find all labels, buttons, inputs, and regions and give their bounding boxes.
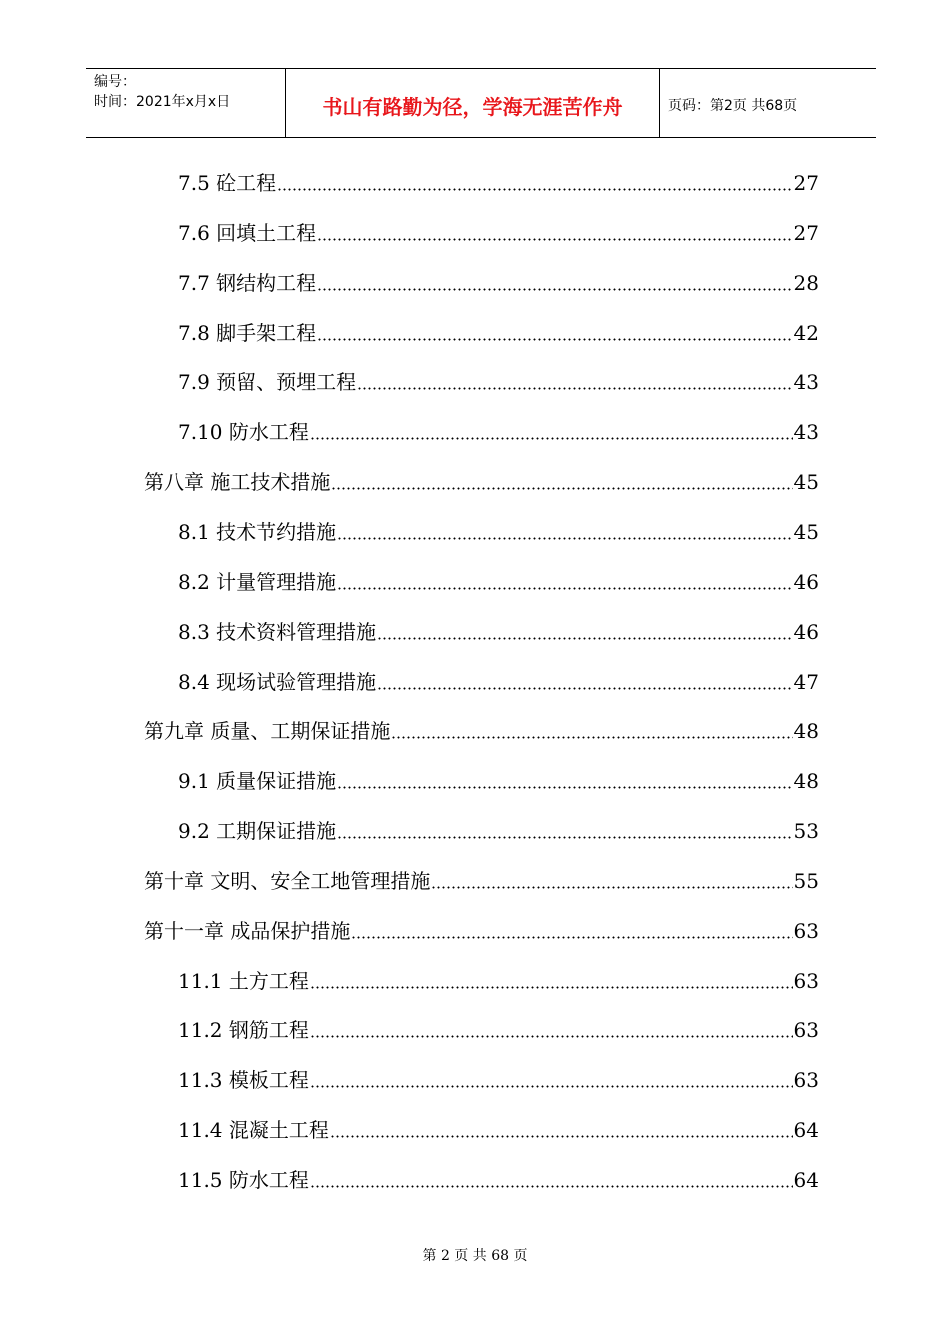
toc-entry-page: 46 bbox=[793, 569, 819, 594]
toc-entry-title: 7.5 砼工程 bbox=[178, 171, 277, 195]
toc-dot-leader bbox=[357, 387, 792, 390]
toc-dot-leader bbox=[337, 537, 792, 540]
toc-entry[interactable] bbox=[178, 417, 819, 447]
toc-entry[interactable] bbox=[178, 1015, 819, 1045]
toc-dot-leader bbox=[337, 587, 792, 590]
toc-entry-page: 63 bbox=[793, 968, 819, 993]
toc-entry[interactable] bbox=[178, 667, 819, 697]
toc-entry-page: 45 bbox=[793, 519, 819, 544]
toc-dot-leader bbox=[310, 1185, 793, 1188]
toc-dot-leader bbox=[330, 1135, 793, 1138]
toc-entry-title: 9.1 质量保证措施 bbox=[178, 769, 337, 794]
toc-entry-page: 46 bbox=[793, 619, 819, 644]
toc-entry-page: 48 bbox=[793, 719, 819, 744]
toc-entry[interactable] bbox=[178, 318, 819, 348]
toc-entry[interactable] bbox=[144, 916, 819, 946]
toc-entry[interactable] bbox=[178, 1165, 819, 1195]
toc-entry-title: 11.1 土方工程 bbox=[178, 968, 309, 993]
toc-entry[interactable] bbox=[144, 467, 819, 497]
page-header bbox=[86, 68, 876, 138]
header-meta bbox=[86, 69, 286, 137]
toc-dot-leader bbox=[331, 487, 792, 490]
toc-entry-title: 7.7 钢结构工程 bbox=[178, 270, 317, 295]
toc-entry[interactable] bbox=[178, 367, 819, 397]
toc-dot-leader bbox=[431, 886, 792, 889]
toc-dot-leader bbox=[377, 687, 792, 690]
toc-entry-title: 7.6 回填土工程 bbox=[178, 220, 317, 245]
toc-entry-page: 45 bbox=[793, 470, 819, 495]
toc-entry[interactable] bbox=[178, 268, 819, 298]
toc-entry[interactable] bbox=[178, 517, 819, 547]
toc-dot-leader bbox=[310, 1085, 793, 1088]
toc-entry-title: 第十章 文明、安全工地管理措施 bbox=[144, 868, 431, 893]
toc-entry[interactable] bbox=[178, 168, 819, 198]
header-page-info: 页码：第2页 共68页 bbox=[668, 98, 798, 114]
toc-entry-page: 64 bbox=[793, 1118, 819, 1143]
toc-entry-page: 53 bbox=[793, 819, 819, 844]
toc-entry-title: 7.10 防水工程 bbox=[178, 420, 309, 445]
toc-entry-title: 11.3 模板工程 bbox=[178, 1068, 309, 1093]
toc-entry[interactable] bbox=[144, 866, 819, 896]
page-footer: 第 2 页 共 68 页 bbox=[422, 1248, 528, 1264]
toc-entry-title: 8.3 技术资料管理措施 bbox=[178, 619, 377, 644]
time-label: 时间：2021年x月x日 bbox=[94, 94, 231, 110]
toc-dot-leader bbox=[310, 437, 793, 440]
toc-dot-leader bbox=[337, 786, 792, 789]
toc-entry-page: 27 bbox=[793, 171, 819, 195]
toc-entry-title: 第十一章 成品保护措施 bbox=[144, 918, 351, 943]
toc-dot-leader bbox=[377, 637, 792, 640]
toc-entry-page: 27 bbox=[793, 220, 819, 245]
toc-entry-page: 28 bbox=[793, 270, 819, 295]
toc-entry-page: 63 bbox=[793, 1018, 819, 1043]
toc-entry-title: 9.2 工期保证措施 bbox=[178, 819, 337, 844]
toc-entry-title: 11.2 钢筋工程 bbox=[178, 1018, 309, 1043]
toc-entry-page: 47 bbox=[793, 669, 819, 694]
toc-entry-title: 7.9 预留、预埋工程 bbox=[178, 370, 357, 395]
toc-entry-title: 第八章 施工技术措施 bbox=[144, 470, 331, 495]
toc-entry[interactable] bbox=[178, 966, 819, 996]
toc-entry-title: 第九章 质量、工期保证措施 bbox=[144, 719, 391, 744]
toc-dot-leader bbox=[351, 936, 792, 939]
toc-entry[interactable] bbox=[178, 567, 819, 597]
toc-entry-page: 55 bbox=[793, 868, 819, 893]
toc-entry[interactable] bbox=[178, 617, 819, 647]
toc-entry-title: 7.8 脚手架工程 bbox=[178, 320, 317, 345]
toc-entry[interactable] bbox=[144, 716, 819, 746]
toc-entry-title: 8.1 技术节约措施 bbox=[178, 519, 337, 544]
toc-entry-title: 11.4 混凝土工程 bbox=[178, 1118, 329, 1143]
toc-entry[interactable] bbox=[178, 1065, 819, 1095]
toc-dot-leader bbox=[310, 1035, 793, 1038]
toc-entry-page: 63 bbox=[793, 918, 819, 943]
toc-entry-page: 42 bbox=[793, 320, 819, 345]
toc-entry-page: 48 bbox=[793, 769, 819, 794]
toc-entry-title: 8.4 现场试验管理措施 bbox=[178, 669, 377, 694]
toc-entry-page: 64 bbox=[793, 1168, 819, 1192]
toc-entry-page: 43 bbox=[793, 420, 819, 445]
number-label: 编号： bbox=[94, 74, 136, 90]
toc-dot-leader bbox=[310, 986, 793, 989]
toc-entry-page: 43 bbox=[793, 370, 819, 395]
header-motto: 书山有路勤为径，学海无涯苦作舟 bbox=[286, 69, 660, 137]
toc-entry[interactable] bbox=[178, 816, 819, 846]
toc-entry[interactable] bbox=[178, 218, 819, 248]
toc-dot-leader bbox=[317, 338, 792, 341]
toc-dot-leader bbox=[317, 288, 792, 291]
toc-dot-leader bbox=[337, 836, 792, 839]
toc-entry-page: 63 bbox=[793, 1068, 819, 1093]
toc-entry-title: 8.2 计量管理措施 bbox=[178, 569, 337, 594]
toc-entry[interactable] bbox=[178, 766, 819, 796]
toc-dot-leader bbox=[317, 238, 792, 241]
toc-dot-leader bbox=[277, 188, 792, 191]
toc-dot-leader bbox=[391, 736, 792, 739]
toc-entry[interactable] bbox=[178, 1115, 819, 1145]
toc-entry-title: 11.5 防水工程 bbox=[178, 1168, 309, 1192]
